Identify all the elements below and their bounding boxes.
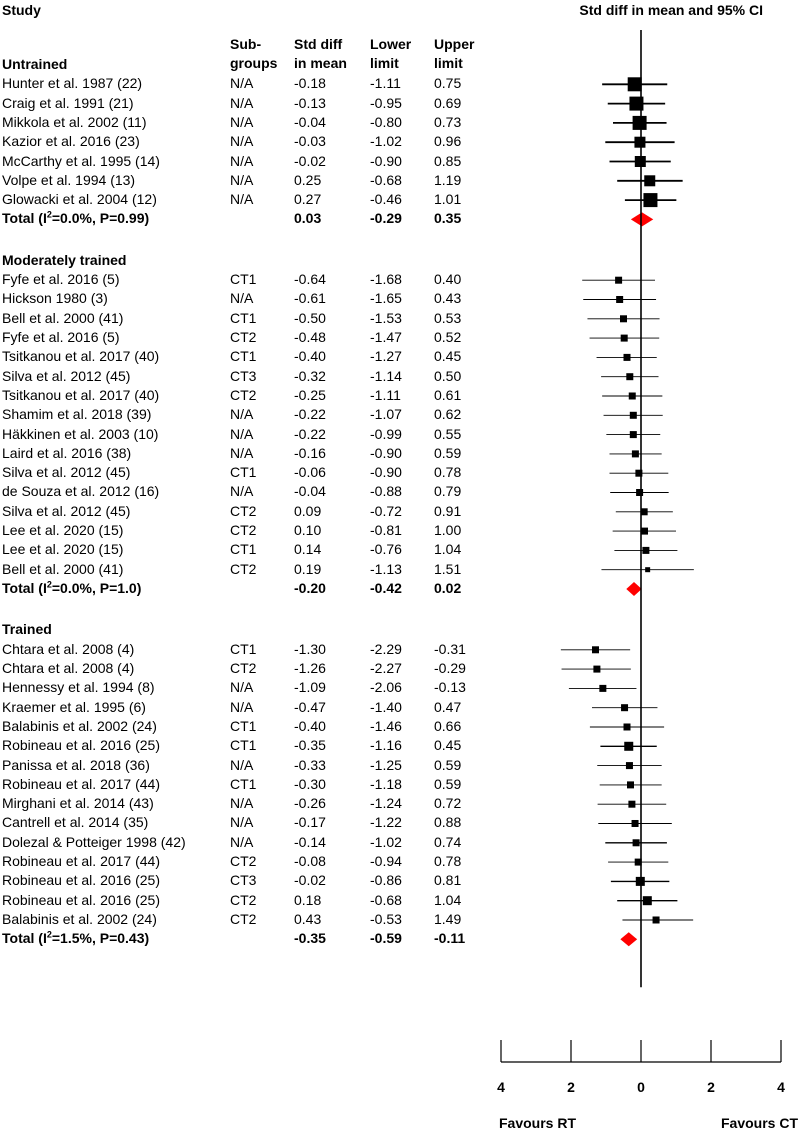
study-upper-limit: 0.45 [434, 737, 462, 754]
study-name: Dolezal & Potteiger 1998 (42) [2, 833, 186, 850]
study-std-diff: -0.06 [294, 464, 326, 481]
study-name: Robineau et al. 2016 (25) [2, 872, 160, 889]
study-upper-limit: 0.66 [434, 717, 462, 734]
study-subgroup: N/A [230, 833, 254, 850]
point-estimate-marker [621, 335, 628, 342]
study-subgroup: N/A [230, 171, 254, 188]
study-std-diff: -0.26 [294, 795, 326, 812]
study-std-diff: -0.17 [294, 814, 326, 831]
study-upper-limit: 1.01 [434, 191, 462, 208]
chart-title: Std diff in mean and 95% CI [579, 2, 763, 18]
study-subgroup: CT1 [230, 464, 257, 481]
study-upper-limit: 0.85 [434, 152, 462, 169]
total-label-superscript: 2 [46, 929, 52, 940]
point-estimate-marker [592, 646, 599, 653]
favours-right-label: Favours CT [720, 1115, 798, 1131]
study-subgroup: CT2 [230, 560, 257, 577]
subgroups-column-header-line-1: Sub- [230, 36, 262, 52]
study-subgroup: CT1 [230, 348, 257, 365]
study-upper-limit: 0.59 [434, 775, 462, 792]
study-upper-limit: 0.61 [434, 386, 462, 403]
study-upper-limit: 1.19 [434, 171, 462, 188]
study-name: Craig et al. 1991 (21) [2, 94, 134, 111]
study-name: Fyfe et al. 2016 (5) [2, 329, 120, 346]
study-std-diff: -1.30 [294, 640, 326, 657]
study-lower-limit: -0.46 [370, 191, 402, 208]
study-upper-limit: 1.49 [434, 910, 462, 927]
point-estimate-marker [620, 315, 627, 322]
study-std-diff: -1.09 [294, 679, 326, 696]
study-subgroup: CT1 [230, 775, 257, 792]
x-tick-label: 4 [777, 1079, 785, 1095]
study-lower-limit: -0.88 [370, 483, 402, 500]
study-subgroup: N/A [230, 152, 254, 169]
study-upper-limit: 0.96 [434, 133, 462, 150]
study-std-diff: 0.27 [294, 191, 322, 208]
study-name: Panissa et al. 2018 (36) [2, 756, 150, 773]
study-std-diff: -0.32 [294, 367, 326, 384]
point-estimate-marker [642, 547, 649, 554]
study-upper-limit: 0.59 [434, 444, 462, 461]
group-header: Moderately trained [2, 251, 127, 268]
study-upper-limit: 0.43 [434, 290, 462, 307]
point-estimate-marker [615, 277, 622, 284]
point-estimate-marker [643, 896, 652, 905]
study-name: Silva et al. 2012 (45) [2, 502, 131, 519]
study-subgroup: CT2 [230, 660, 257, 677]
total-lower-limit: -0.59 [370, 930, 402, 947]
study-lower-limit: -1.24 [370, 795, 402, 812]
total-label-superscript: 2 [46, 209, 52, 220]
study-name: Bell et al. 2000 (41) [2, 560, 124, 577]
study-std-diff: -0.22 [294, 425, 326, 442]
lower-limit-column-header-line-2: limit [370, 55, 399, 71]
study-lower-limit: -0.72 [370, 502, 402, 519]
study-std-diff: -0.35 [294, 737, 326, 754]
study-upper-limit: -0.31 [434, 640, 466, 657]
study-subgroup: CT1 [230, 541, 257, 558]
study-upper-limit: 0.74 [434, 833, 462, 850]
study-std-diff: -0.14 [294, 833, 326, 850]
study-std-diff: 0.09 [294, 502, 322, 519]
study-subgroup: CT2 [230, 891, 257, 908]
study-subgroup: N/A [230, 814, 254, 831]
study-name: Balabinis et al. 2002 (24) [2, 910, 157, 927]
study-subgroup: CT1 [230, 309, 257, 326]
study-subgroup: CT2 [230, 910, 257, 927]
study-upper-limit: 0.91 [434, 502, 462, 519]
study-std-diff: -0.40 [294, 348, 326, 365]
study-upper-limit: 0.50 [434, 367, 462, 384]
study-subgroup: N/A [230, 406, 254, 423]
study-name: Shamim et al. 2018 (39) [2, 406, 152, 423]
study-subgroup: CT2 [230, 329, 257, 346]
study-std-diff: -0.04 [294, 483, 326, 500]
study-name: Balabinis et al. 2002 (24) [2, 717, 157, 734]
point-estimate-marker [643, 193, 657, 207]
point-estimate-marker [626, 762, 633, 769]
study-name: Robineau et al. 2016 (25) [2, 737, 160, 754]
study-subgroup: N/A [230, 290, 254, 307]
study-upper-limit: 0.40 [434, 271, 462, 288]
study-upper-limit: 0.69 [434, 94, 462, 111]
study-std-diff: -0.18 [294, 75, 326, 92]
study-subgroup: N/A [230, 795, 254, 812]
total-std-diff: -0.20 [294, 579, 326, 596]
total-lower-limit: -0.42 [370, 579, 402, 596]
study-lower-limit: -0.76 [370, 541, 402, 558]
study-upper-limit: 0.88 [434, 814, 462, 831]
point-estimate-marker [634, 137, 645, 148]
study-subgroup: N/A [230, 75, 254, 92]
study-subgroup: CT1 [230, 271, 257, 288]
study-name: Silva et al. 2012 (45) [2, 367, 131, 384]
study-upper-limit: 0.72 [434, 795, 462, 812]
study-name: Kraemer et al. 1995 (6) [2, 698, 146, 715]
study-lower-limit: -0.99 [370, 425, 402, 442]
x-tick-label: 2 [567, 1079, 575, 1095]
study-upper-limit: 0.47 [434, 698, 462, 715]
study-lower-limit: -1.02 [370, 833, 402, 850]
study-subgroup: CT2 [230, 522, 257, 539]
study-upper-limit: 0.78 [434, 464, 462, 481]
study-lower-limit: -1.68 [370, 271, 402, 288]
study-std-diff: -0.02 [294, 152, 326, 169]
group-header: Untrained [2, 56, 68, 72]
study-upper-limit: 0.45 [434, 348, 462, 365]
point-estimate-marker [633, 839, 640, 846]
point-estimate-marker [630, 431, 637, 438]
study-lower-limit: -1.22 [370, 814, 402, 831]
study-lower-limit: -0.86 [370, 872, 402, 889]
point-estimate-marker [636, 489, 643, 496]
study-name: Häkkinen et al. 2003 (10) [2, 425, 159, 442]
study-subgroup: CT3 [230, 872, 257, 889]
total-label-prefix: Total (I [2, 930, 47, 947]
study-lower-limit: -1.47 [370, 329, 402, 346]
study-std-diff: -0.13 [294, 94, 326, 111]
study-std-diff: -0.25 [294, 386, 326, 403]
study-name: Hennessy et al. 1994 (8) [2, 679, 155, 696]
study-upper-limit: -0.29 [434, 660, 466, 677]
study-name: Hickson 1980 (3) [2, 290, 108, 307]
study-upper-limit: -0.13 [434, 679, 466, 696]
study-name: de Souza et al. 2012 (16) [2, 483, 160, 500]
study-lower-limit: -1.11 [370, 75, 401, 92]
point-estimate-marker [626, 373, 633, 380]
point-estimate-marker [633, 116, 647, 130]
point-estimate-marker [632, 450, 639, 457]
total-label-prefix: Total (I [2, 210, 47, 227]
upper-limit-column-header-line-1: Upper [434, 36, 475, 52]
x-tick-label: 4 [497, 1079, 505, 1095]
study-name: Robineau et al. 2017 (44) [2, 775, 160, 792]
study-upper-limit: 1.04 [434, 541, 462, 558]
study-name: Robineau et al. 2017 (44) [2, 853, 160, 870]
study-name: Robineau et al. 2016 (25) [2, 891, 160, 908]
study-name: Glowacki et al. 2004 (12) [2, 191, 157, 208]
study-subgroup: N/A [230, 113, 254, 130]
study-std-diff: -1.26 [294, 660, 326, 677]
study-std-diff: 0.14 [294, 541, 322, 558]
study-upper-limit: 0.78 [434, 853, 462, 870]
total-label-suffix: =0.0%, P=0.99) [51, 210, 150, 227]
study-subgroup: CT2 [230, 502, 257, 519]
study-name: Fyfe et al. 2016 (5) [2, 271, 120, 288]
point-estimate-marker [593, 666, 600, 673]
point-estimate-marker [616, 296, 623, 303]
study-lower-limit: -0.90 [370, 464, 402, 481]
point-estimate-marker [653, 916, 660, 923]
study-std-diff: 0.18 [294, 891, 322, 908]
study-std-diff: 0.43 [294, 910, 322, 927]
point-estimate-marker [632, 820, 639, 827]
study-name: Mirghani et al. 2014 (43) [2, 795, 154, 812]
study-name: Lee et al. 2020 (15) [2, 522, 124, 539]
total-lower-limit: -0.29 [370, 210, 402, 227]
group-total-label [2, 930, 149, 947]
study-std-diff: 0.10 [294, 522, 322, 539]
total-label-suffix: =1.5%, P=0.43) [51, 930, 150, 947]
study-subgroup: N/A [230, 698, 254, 715]
total-upper-limit: -0.11 [434, 930, 466, 947]
study-upper-limit: 0.75 [434, 75, 462, 92]
study-lower-limit: -0.90 [370, 152, 402, 169]
study-lower-limit: -1.13 [370, 560, 402, 577]
summary-diamond [620, 932, 637, 946]
study-name: McCarthy et al. 1995 (14) [2, 152, 160, 169]
study-subgroup: N/A [230, 679, 254, 696]
study-lower-limit: -2.27 [370, 660, 402, 677]
study-std-diff: -0.03 [294, 133, 326, 150]
favours-left-label: Favours RT [499, 1115, 577, 1131]
study-name: Kazior et al. 2016 (23) [2, 133, 140, 150]
total-upper-limit: 0.02 [434, 579, 462, 596]
study-name: Bell et al. 2000 (41) [2, 309, 124, 326]
study-std-diff: -0.04 [294, 113, 326, 130]
study-std-diff: -0.08 [294, 853, 326, 870]
study-lower-limit: -0.80 [370, 113, 402, 130]
point-estimate-marker [645, 567, 650, 572]
study-subgroup: CT1 [230, 717, 257, 734]
std-diff-column-header-line-2: in mean [294, 55, 347, 71]
study-lower-limit: -1.16 [370, 737, 402, 754]
study-lower-limit: -1.27 [370, 348, 402, 365]
total-label-prefix: Total (I [2, 579, 47, 596]
study-upper-limit: 0.55 [434, 425, 462, 442]
point-estimate-marker [629, 392, 636, 399]
study-std-diff: -0.64 [294, 271, 326, 288]
study-lower-limit: -1.53 [370, 309, 402, 326]
study-std-diff: -0.22 [294, 406, 326, 423]
study-lower-limit: -2.06 [370, 679, 402, 696]
study-lower-limit: -0.95 [370, 94, 402, 111]
study-upper-limit: 0.81 [434, 872, 462, 889]
study-upper-limit: 0.52 [434, 329, 462, 346]
group-total-label [2, 580, 141, 597]
study-subgroup: N/A [230, 94, 254, 111]
study-std-diff: -0.16 [294, 444, 326, 461]
study-subgroup: N/A [230, 133, 254, 150]
group-total-label [2, 210, 149, 227]
study-lower-limit: -1.11 [370, 386, 401, 403]
study-lower-limit: -0.94 [370, 853, 402, 870]
study-name: Cantrell et al. 2014 (35) [2, 814, 149, 831]
study-name: Mikkola et al. 2002 (11) [2, 113, 147, 130]
study-name: Silva et al. 2012 (45) [2, 464, 131, 481]
study-subgroup: CT1 [230, 737, 257, 754]
study-upper-limit: 0.59 [434, 756, 462, 773]
upper-limit-column-header-line-2: limit [434, 55, 463, 71]
study-std-diff: -0.48 [294, 329, 326, 346]
study-lower-limit: -1.25 [370, 756, 402, 773]
lower-limit-column-header-line-1: Lower [370, 36, 412, 52]
study-std-diff: -0.50 [294, 309, 326, 326]
point-estimate-marker [644, 175, 655, 186]
point-estimate-marker [630, 412, 637, 419]
study-upper-limit: 1.51 [434, 560, 462, 577]
total-std-diff: 0.03 [294, 210, 322, 227]
study-lower-limit: -1.02 [370, 133, 402, 150]
study-name: Volpe et al. 1994 (13) [2, 171, 136, 188]
study-lower-limit: -1.18 [370, 775, 402, 792]
study-upper-limit: 0.73 [434, 113, 462, 130]
x-tick-label: 0 [637, 1079, 645, 1095]
point-estimate-marker [641, 528, 648, 535]
study-std-diff: -0.40 [294, 717, 326, 734]
study-subgroup: CT1 [230, 640, 257, 657]
study-upper-limit: 0.62 [434, 406, 462, 423]
study-lower-limit: -2.29 [370, 640, 402, 657]
study-std-diff: 0.25 [294, 171, 322, 188]
study-lower-limit: -1.40 [370, 698, 402, 715]
study-upper-limit: 0.79 [434, 483, 462, 500]
study-lower-limit: -0.68 [370, 891, 402, 908]
study-name: Laird et al. 2016 (38) [2, 444, 132, 461]
study-lower-limit: -0.53 [370, 910, 402, 927]
study-lower-limit: -1.46 [370, 717, 402, 734]
study-column-header: Study [2, 2, 41, 18]
group-header: Trained [2, 621, 52, 638]
study-lower-limit: -1.07 [370, 406, 402, 423]
study-subgroup: N/A [230, 756, 254, 773]
point-estimate-marker [599, 685, 606, 692]
study-subgroup: N/A [230, 425, 254, 442]
study-lower-limit: -0.81 [370, 522, 402, 539]
point-estimate-marker [624, 723, 631, 730]
summary-diamond [631, 212, 653, 226]
x-tick-label: 2 [707, 1079, 715, 1095]
point-estimate-marker [628, 77, 642, 91]
study-std-diff: -0.47 [294, 698, 326, 715]
study-subgroup: CT2 [230, 386, 257, 403]
study-name: Lee et al. 2020 (15) [2, 541, 124, 558]
study-name: Tsitkanou et al. 2017 (40) [2, 348, 160, 365]
total-std-diff: -0.35 [294, 930, 326, 947]
study-name: Chtara et al. 2008 (4) [2, 640, 135, 657]
study-std-diff: -0.33 [294, 756, 326, 773]
study-lower-limit: -1.65 [370, 290, 402, 307]
study-subgroup: CT2 [230, 853, 257, 870]
subgroups-column-header-line-2: groups [230, 55, 278, 71]
study-subgroup: N/A [230, 191, 254, 208]
point-estimate-marker [624, 354, 631, 361]
study-upper-limit: 1.04 [434, 891, 462, 908]
study-upper-limit: 0.53 [434, 309, 462, 326]
study-name: Tsitkanou et al. 2017 (40) [2, 386, 160, 403]
study-subgroup: N/A [230, 444, 254, 461]
total-label-superscript: 2 [46, 579, 52, 590]
study-lower-limit: -0.68 [370, 171, 402, 188]
study-subgroup: N/A [230, 483, 254, 500]
study-std-diff: 0.19 [294, 560, 322, 577]
study-upper-limit: 1.00 [434, 522, 462, 539]
summary-diamond [626, 582, 641, 596]
study-name: Chtara et al. 2008 (4) [2, 660, 135, 677]
study-std-diff: -0.02 [294, 872, 326, 889]
study-std-diff: -0.61 [294, 290, 326, 307]
study-lower-limit: -1.14 [370, 367, 402, 384]
study-std-diff: -0.30 [294, 775, 326, 792]
study-name: Hunter et al. 1987 (22) [2, 75, 143, 92]
point-estimate-marker [621, 704, 628, 711]
point-estimate-marker [628, 801, 635, 808]
total-upper-limit: 0.35 [434, 210, 462, 227]
total-label-suffix: =0.0%, P=1.0) [51, 579, 142, 596]
std-diff-column-header-line-1: Std diff [294, 36, 343, 52]
study-lower-limit: -0.90 [370, 444, 402, 461]
point-estimate-marker [624, 742, 633, 751]
study-subgroup: CT3 [230, 367, 257, 384]
point-estimate-marker [627, 781, 634, 788]
